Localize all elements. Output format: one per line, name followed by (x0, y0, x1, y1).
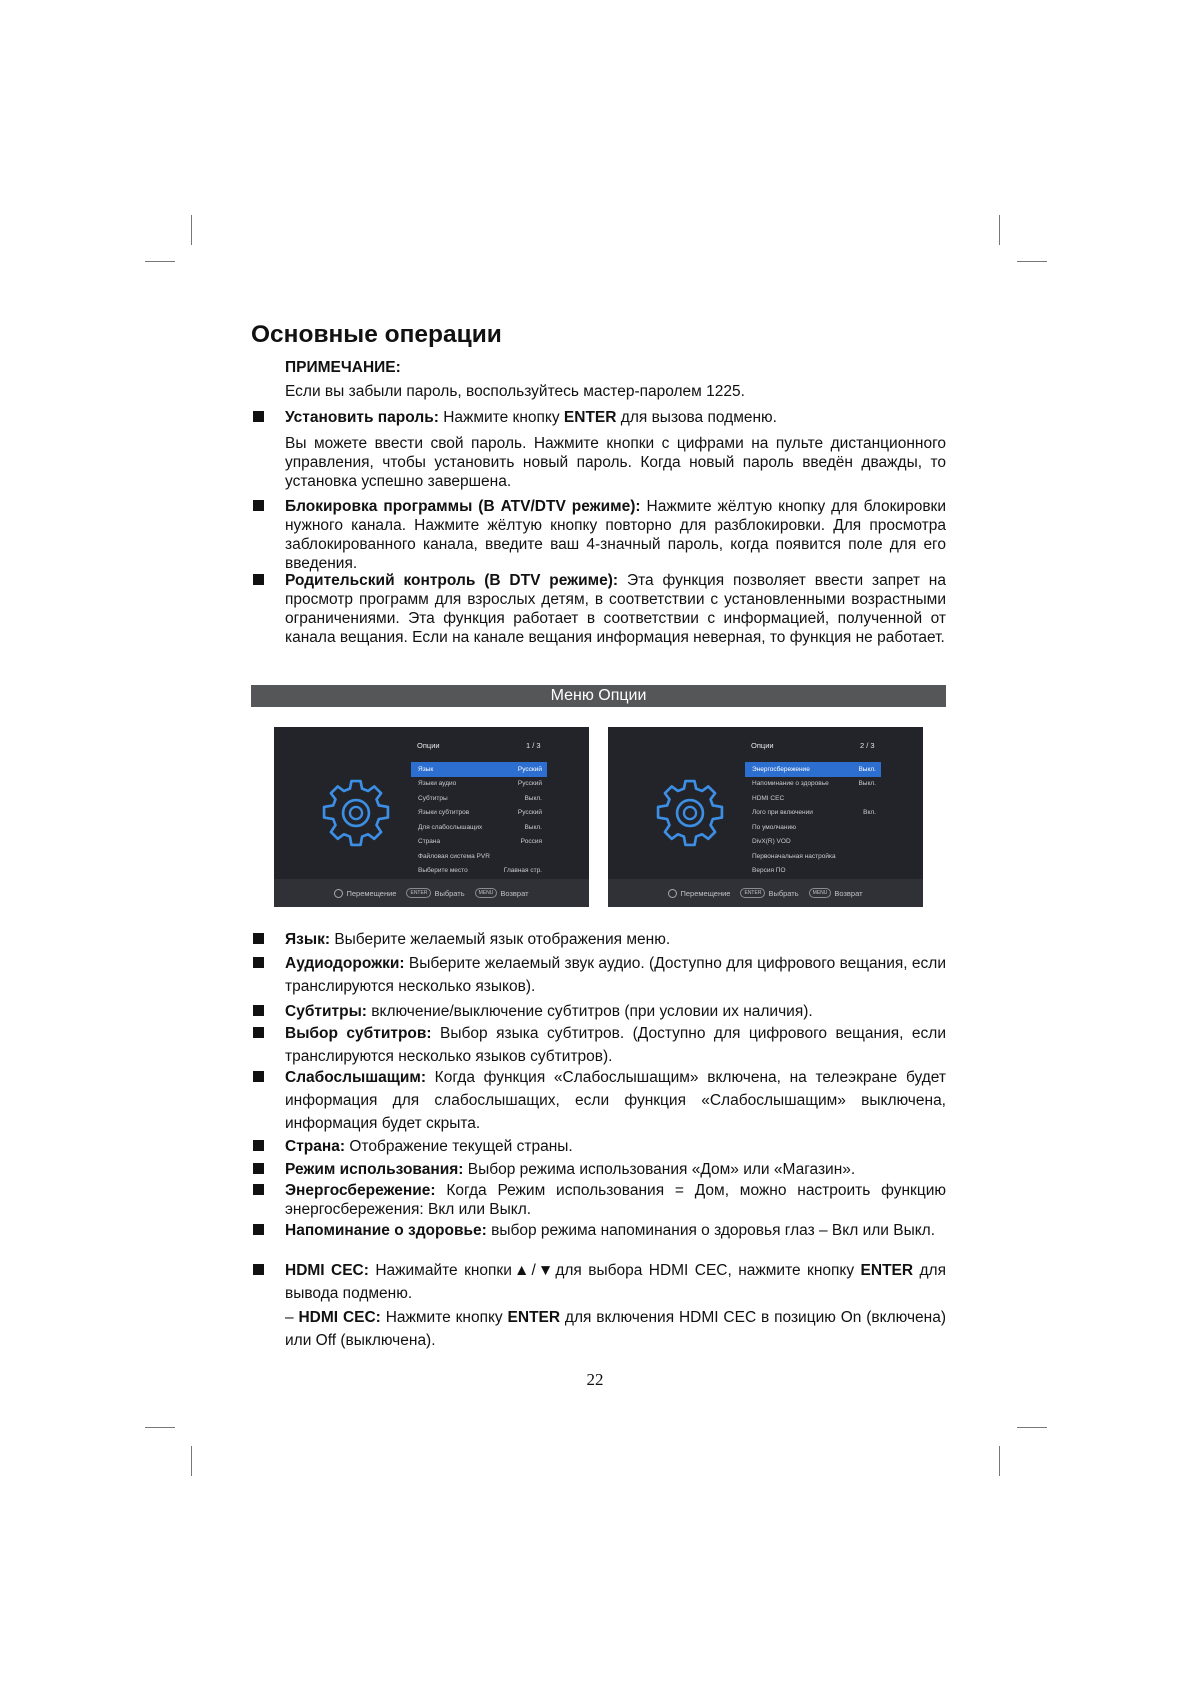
sub-text: для включения HDMI CEC в позицию On (включена) или Off (выключена). (285, 1309, 946, 1349)
crop-mark (1017, 1427, 1047, 1428)
menu-row-language[interactable] (411, 762, 547, 777)
password-key: ENTER (563, 409, 617, 426)
item-text: Выберите желаемый язык отображения меню. (330, 931, 671, 948)
menu-row-energy-saving[interactable] (745, 762, 881, 777)
footer-select-label: Выбрать (434, 888, 465, 898)
options-screen-1 (274, 727, 589, 907)
item-text: Выбор языка субтитров. (Доступно для цифрового вещания, если транслируются несколько языков субтитров). (285, 1025, 947, 1065)
menu-key-icon: MENU (809, 888, 832, 898)
row-label: Напоминание о здоровье (752, 780, 829, 788)
footer-move (668, 889, 730, 898)
menu-page: 1 / 3 (526, 741, 541, 750)
crop-mark (999, 1446, 1000, 1476)
item-label: Напоминание о здоровье: (285, 1222, 487, 1239)
item-language (285, 928, 946, 951)
navigate-icon (334, 889, 343, 898)
menu-row-health-reminder[interactable] (745, 777, 881, 792)
footer-move-label: Перемещение (680, 888, 731, 898)
item-text: Когда функция «Слабослышащим» включена, на телеэкране будет информация для слабослышащих, если функция «Слабослышащим» выключена, информация будет скрыта. (285, 1069, 946, 1132)
item-text: Отображение текущей страны. (345, 1138, 573, 1155)
gear-icon (318, 775, 394, 851)
parental-label: Родительский контроль (В DTV режиме): (285, 572, 619, 589)
menu-row-hard-of-hearing[interactable] (411, 820, 547, 835)
row-value: Выкл. (524, 823, 542, 831)
menu-row-subtitle-languages[interactable] (411, 806, 547, 821)
footer-select-label: Выбрать (768, 888, 799, 898)
row-value: Выкл. (524, 794, 542, 802)
note-heading: ПРИМЕЧАНИЕ: (285, 359, 401, 376)
menu-row-initial-setup[interactable] (745, 849, 881, 864)
item-subtitles (285, 1000, 946, 1023)
item-label: Язык: (285, 931, 331, 948)
menu-row-divx-vod[interactable] (745, 835, 881, 850)
footer-select (740, 888, 798, 898)
row-label: Страна (418, 838, 441, 846)
footer-back-label: Возврат (834, 888, 863, 898)
menu-row-audio-languages[interactable] (411, 777, 547, 792)
item-hdmi-cec (285, 1259, 946, 1305)
item-usage-mode (285, 1160, 946, 1179)
menu-title: Опции (751, 741, 774, 750)
enter-key-icon: ENTER (406, 888, 431, 898)
password-text1: Нажмите кнопку (438, 409, 564, 426)
menu-row-boot-logo[interactable] (745, 806, 881, 821)
row-value: Главная стр. (503, 867, 542, 875)
row-label: Первоначальная настройка (752, 852, 836, 860)
row-label: Языки субтитров (418, 809, 470, 817)
row-label: Лого при включении (752, 809, 813, 817)
menu-row-pvr-filesystem[interactable] (411, 849, 547, 864)
footer-back (809, 888, 863, 898)
row-label: Версия ПО (752, 867, 786, 875)
item-subtitle-choice (285, 1022, 946, 1068)
footer-back-label: Возврат (500, 888, 529, 898)
crop-mark (191, 215, 192, 245)
item-text: Когда Режим использования = Дом, можно настроить функцию энергосбережения: Вкл или Выкл. (285, 1182, 946, 1218)
password-label: Установить пароль: (285, 409, 439, 426)
item-health-reminder (285, 1221, 946, 1240)
row-label: По умолчанию (752, 823, 796, 831)
item-country (285, 1135, 946, 1158)
menu-row-hdmi-cec[interactable] (745, 791, 881, 806)
sub-label: HDMI CEC: (298, 1309, 381, 1326)
row-label: HDMI CEC (752, 794, 785, 802)
crop-mark (1017, 261, 1047, 262)
row-value: Россия (520, 838, 542, 846)
row-label: DivX(R) VOD (752, 838, 791, 846)
crop-mark (145, 1427, 175, 1428)
menu-title: Опции (417, 741, 440, 750)
row-value: Вкл. (863, 809, 876, 817)
menu-row-subtitles[interactable] (411, 791, 547, 806)
menu-row-software-version[interactable] (745, 864, 881, 879)
footer-move-label: Перемещение (346, 888, 397, 898)
row-value: Русский (517, 780, 542, 788)
item-key: ENTER (860, 1262, 914, 1279)
item-text: для вывода подменю. (285, 1262, 946, 1302)
row-label: Язык (418, 765, 434, 773)
item-label: Аудиодорожки: (285, 955, 405, 972)
row-value: Русский (517, 765, 542, 773)
password-details: Вы можете ввести свой пароль. Нажмите кнопки с цифрами на пульте дистанционного управления, чтобы установить новый пароль. Когда новый пароль введён дважды, то установка успешно завершена. (285, 435, 946, 490)
enter-key-icon: ENTER (740, 888, 765, 898)
parental-text: Эта функция позволяет ввести запрет на просмотр программ для взрослых детям, в соответствии с установленными возрастными ограничениями. Эта функция работает в соответствии с информацией, полученной от канала вещания. Если на канале вещания информация неверная, то функция не работает. (285, 572, 946, 646)
block-program-item (285, 497, 946, 573)
password-item (285, 408, 946, 427)
screen-footer (274, 879, 589, 907)
options-menu (745, 762, 881, 878)
item-label: Страна: (285, 1138, 346, 1155)
footer-move (334, 889, 396, 898)
menu-key-icon: MENU (475, 888, 498, 898)
row-value: Русский (517, 809, 542, 817)
item-text: выбор режима напоминания о здоровья глаз – Вкл или Выкл. (486, 1222, 936, 1239)
row-value: Выкл. (858, 765, 876, 773)
row-label: Субтитры (418, 794, 448, 802)
page-title: Основные операции (251, 321, 502, 348)
row-label: Выберите место (418, 867, 468, 875)
sub-key: ENTER (507, 1309, 561, 1326)
parental-item (285, 571, 946, 647)
row-label: Энергосбережение (752, 765, 810, 773)
row-label: Языки аудио (418, 780, 457, 788)
screen-footer (608, 879, 923, 907)
row-label: Для слабослышащих (418, 823, 483, 831)
gear-icon (652, 775, 728, 851)
block-program-text: Нажмите жёлтую кнопку для блокировки нужного канала. Нажмите жёлтую кнопку повторно для разблокировки. Для просмотра заблокированного канала, введите ваш 4-значный пароль, когда появится поле для его введения. (285, 498, 946, 572)
crop-mark (145, 261, 175, 262)
row-value: Выкл. (858, 780, 876, 788)
item-label: Слабослышащим: (285, 1069, 426, 1086)
sub-prefix: – (285, 1309, 299, 1326)
options-menu (411, 762, 547, 878)
password-text2: для вызова подменю. (616, 409, 777, 426)
crop-mark (191, 1446, 192, 1476)
note-text: Если вы забыли пароль, воспользуйтесь мастер-паролем 1225. (285, 383, 745, 400)
item-text: Выберите желаемый звук аудио. (Доступно для цифрового вещания, если транслируются несколько языков). (285, 955, 946, 995)
menu-row-default[interactable] (745, 820, 881, 835)
item-label: Режим использования: (285, 1161, 464, 1178)
page-number: 22 (586, 1370, 604, 1389)
crop-mark (999, 215, 1000, 245)
item-label: Субтитры: (285, 1003, 367, 1020)
item-label: Выбор субтитров: (285, 1025, 432, 1042)
item-hard-of-hearing (285, 1066, 946, 1135)
sub-text: Нажмите кнопку (380, 1309, 508, 1326)
menu-row-select-location[interactable] (411, 864, 547, 879)
block-program-label: Блокировка программы (В ATV/DTV режиме): (285, 498, 641, 515)
menu-row-country[interactable] (411, 835, 547, 850)
item-audio-tracks (285, 952, 946, 998)
navigate-icon (668, 889, 677, 898)
item-text: включение/выключение субтитров (при условии их наличия). (366, 1003, 813, 1020)
item-label: Энергосбережение: (285, 1182, 436, 1199)
footer-back (475, 888, 529, 898)
menu-page: 2 / 3 (860, 741, 875, 750)
section-bar: Меню Опции (251, 685, 946, 707)
hdmi-cec-sub (285, 1306, 946, 1352)
item-label: HDMI CEC: (285, 1262, 369, 1279)
options-screen-2 (608, 727, 923, 907)
footer-select (406, 888, 464, 898)
item-text: Выбор режима использования «Дом» или «Магазин». (463, 1161, 856, 1178)
item-energy-saving (285, 1181, 946, 1219)
item-text: Нажимайте кнопки▲/▼для выбора HDMI CEC, нажмите кнопку (368, 1262, 861, 1279)
row-label: Файловая система PVR (418, 852, 490, 860)
